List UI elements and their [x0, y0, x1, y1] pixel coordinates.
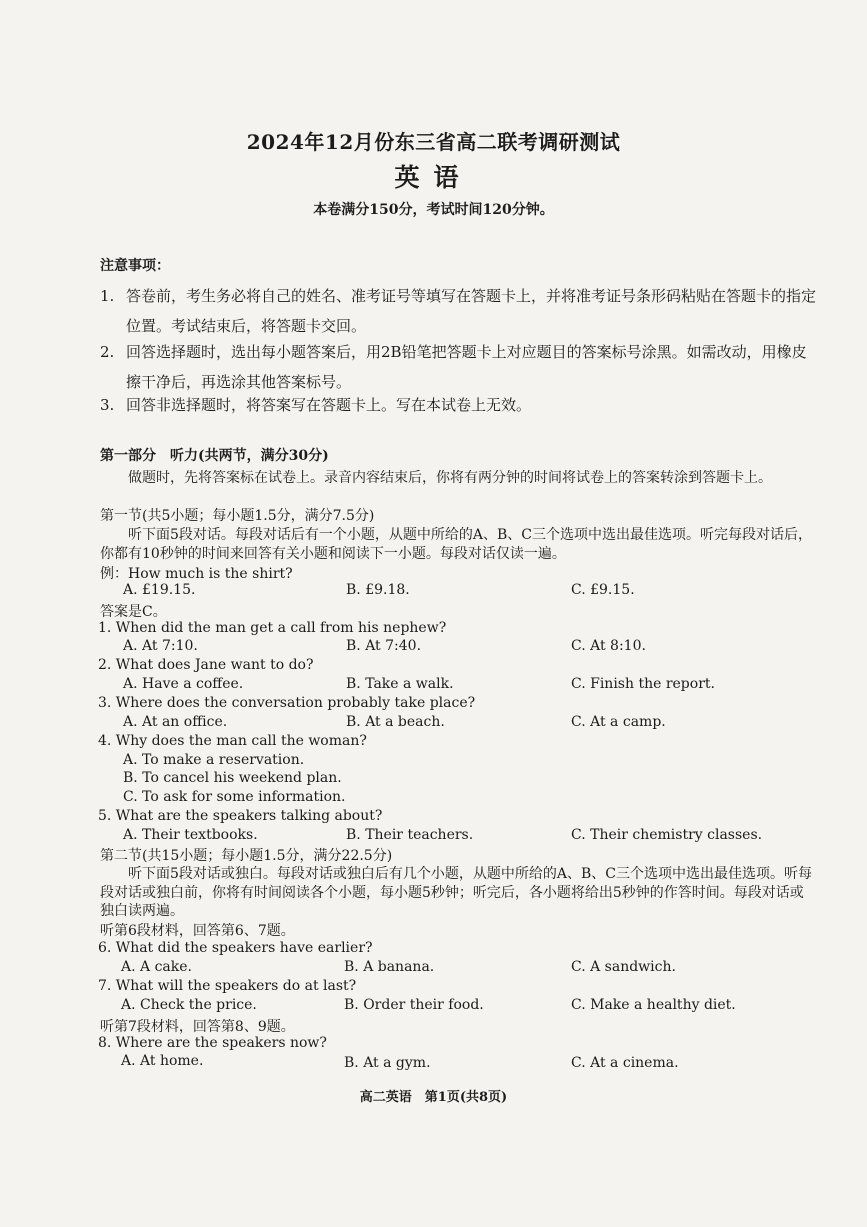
material-7-heading: 听第7段材料，回答第8、9题。: [100, 1019, 295, 1035]
question-text: 1. When did the man get a call from his nephew?: [98, 620, 447, 636]
option-b: B. At 7:40.: [346, 638, 422, 654]
option-a: A. Check the price.: [121, 997, 257, 1013]
exam-subject: 英语: [394, 163, 473, 192]
option-c: C. Their chemistry classes.: [571, 827, 763, 843]
option-a: A. At home.: [121, 1053, 204, 1069]
option-c: C. Make a healthy diet.: [571, 997, 736, 1013]
option-c: C. Finish the report.: [571, 676, 715, 692]
page-footer: 高二英语 第1页(共8页): [359, 1090, 508, 1105]
note-text: 回答选择题时，选出每小题答案后，用2B铅笔把答题卡上对应题目的答案标号涂黑。如需改动，用橡皮擦干净后，再选涂其他答案标号。: [126, 343, 807, 391]
option-c: C. A sandwich.: [571, 959, 676, 975]
exam-title: 2024年12月份东三省高二联考调研测试: [246, 130, 621, 154]
option-b: B. A banana.: [344, 959, 435, 975]
option-a: A. At 7:10.: [123, 638, 198, 654]
note-item: [100, 281, 820, 341]
option-c: C. At a cinema.: [571, 1055, 679, 1071]
option-a: A. At an office.: [123, 714, 228, 730]
option-a: A. Their textbooks.: [123, 827, 258, 843]
option-a: A. To make a reservation.: [123, 752, 305, 768]
part1-heading: 第一部分 听力(共两节，满分30分): [100, 448, 329, 464]
option-b: B. At a gym.: [344, 1055, 431, 1071]
option-b: B. To cancel his weekend plan.: [123, 770, 342, 786]
option-c: C. At a camp.: [571, 714, 666, 730]
option-c: C. To ask for some information.: [123, 789, 346, 805]
example-option: B. £9.18.: [346, 582, 410, 598]
example-option: C. £9.15.: [571, 582, 635, 598]
example-answer: 答案是C。: [100, 604, 167, 620]
option-b: B. Order their food.: [344, 997, 484, 1013]
note-item: [100, 390, 820, 420]
example-option: A. £19.15.: [123, 582, 196, 598]
note-number: 1.: [100, 287, 115, 305]
note-number: 3.: [100, 396, 115, 414]
option-a: A. Have a coffee.: [123, 676, 244, 692]
question-text: 4. Why does the man call the woman?: [98, 733, 367, 749]
note-text: 答卷前，考生务必将自己的姓名、准考证号等填写在答题卡上，并将准考证号条形码粘贴在答题卡的指定位置。考试结束后，将答题卡交回。: [126, 287, 817, 335]
option-b: B. Take a walk.: [346, 676, 454, 692]
question-text: 2. What does Jane want to do?: [98, 657, 314, 673]
option-b: B. Their teachers.: [346, 827, 474, 843]
option-a: A. A cake.: [121, 959, 192, 975]
notes-heading: 注意事项：: [100, 258, 170, 274]
section2-intro: 听下面5段对话或独白。每段对话或独白后有几个小题，从题中所给的A、B、C三个选项中选出最佳选项。听每段对话或独白前，你将有时间阅读各个小题，每小题5秒钟；听完后，各小题将给出5秒钟的作答时间。每段对话或独白读两遍。: [100, 866, 813, 919]
option-b: B. At a beach.: [346, 714, 445, 730]
question-text: 7. What will the speakers do at last?: [98, 978, 357, 994]
question-text: 8. Where are the speakers now?: [98, 1035, 327, 1051]
note-number: 2.: [100, 343, 115, 361]
question-text: 5. What are the speakers talking about?: [98, 808, 383, 824]
option-c: C. At 8:10.: [571, 638, 646, 654]
section2-heading: 第二节(共15小题；每小题1.5分，满分22.5分): [100, 848, 393, 864]
question-text: 3. Where does the conversation probably take place?: [98, 695, 476, 711]
exam-meta: 本卷满分150分，考试时间120分钟。: [313, 202, 554, 218]
material-6-heading: 听第6段材料，回答第6、7题。: [100, 923, 295, 939]
section1-heading: 第一节(共5小题；每小题1.5分，满分7.5分): [100, 508, 375, 524]
note-item: [100, 337, 820, 397]
example-question: 例：How much is the shirt?: [100, 566, 293, 582]
part1-intro: 做题时，先将答案标在试卷上。录音内容结束后，你将有两分钟的时间将试卷上的答案转涂到答题卡上。: [128, 470, 772, 486]
note-text: 回答非选择题时，将答案写在答题卡上。写在本试卷上无效。: [126, 396, 532, 414]
section1-intro: 听下面5段对话。每段对话后有一个小题，从题中所给的A、B、C三个选项中选出最佳选项。听完每段对话后，你都有10秒钟的时间来回答有关小题和阅读下一小题。每段对话仅读一遍。: [100, 527, 813, 562]
question-text: 6. What did the speakers have earlier?: [98, 940, 373, 956]
